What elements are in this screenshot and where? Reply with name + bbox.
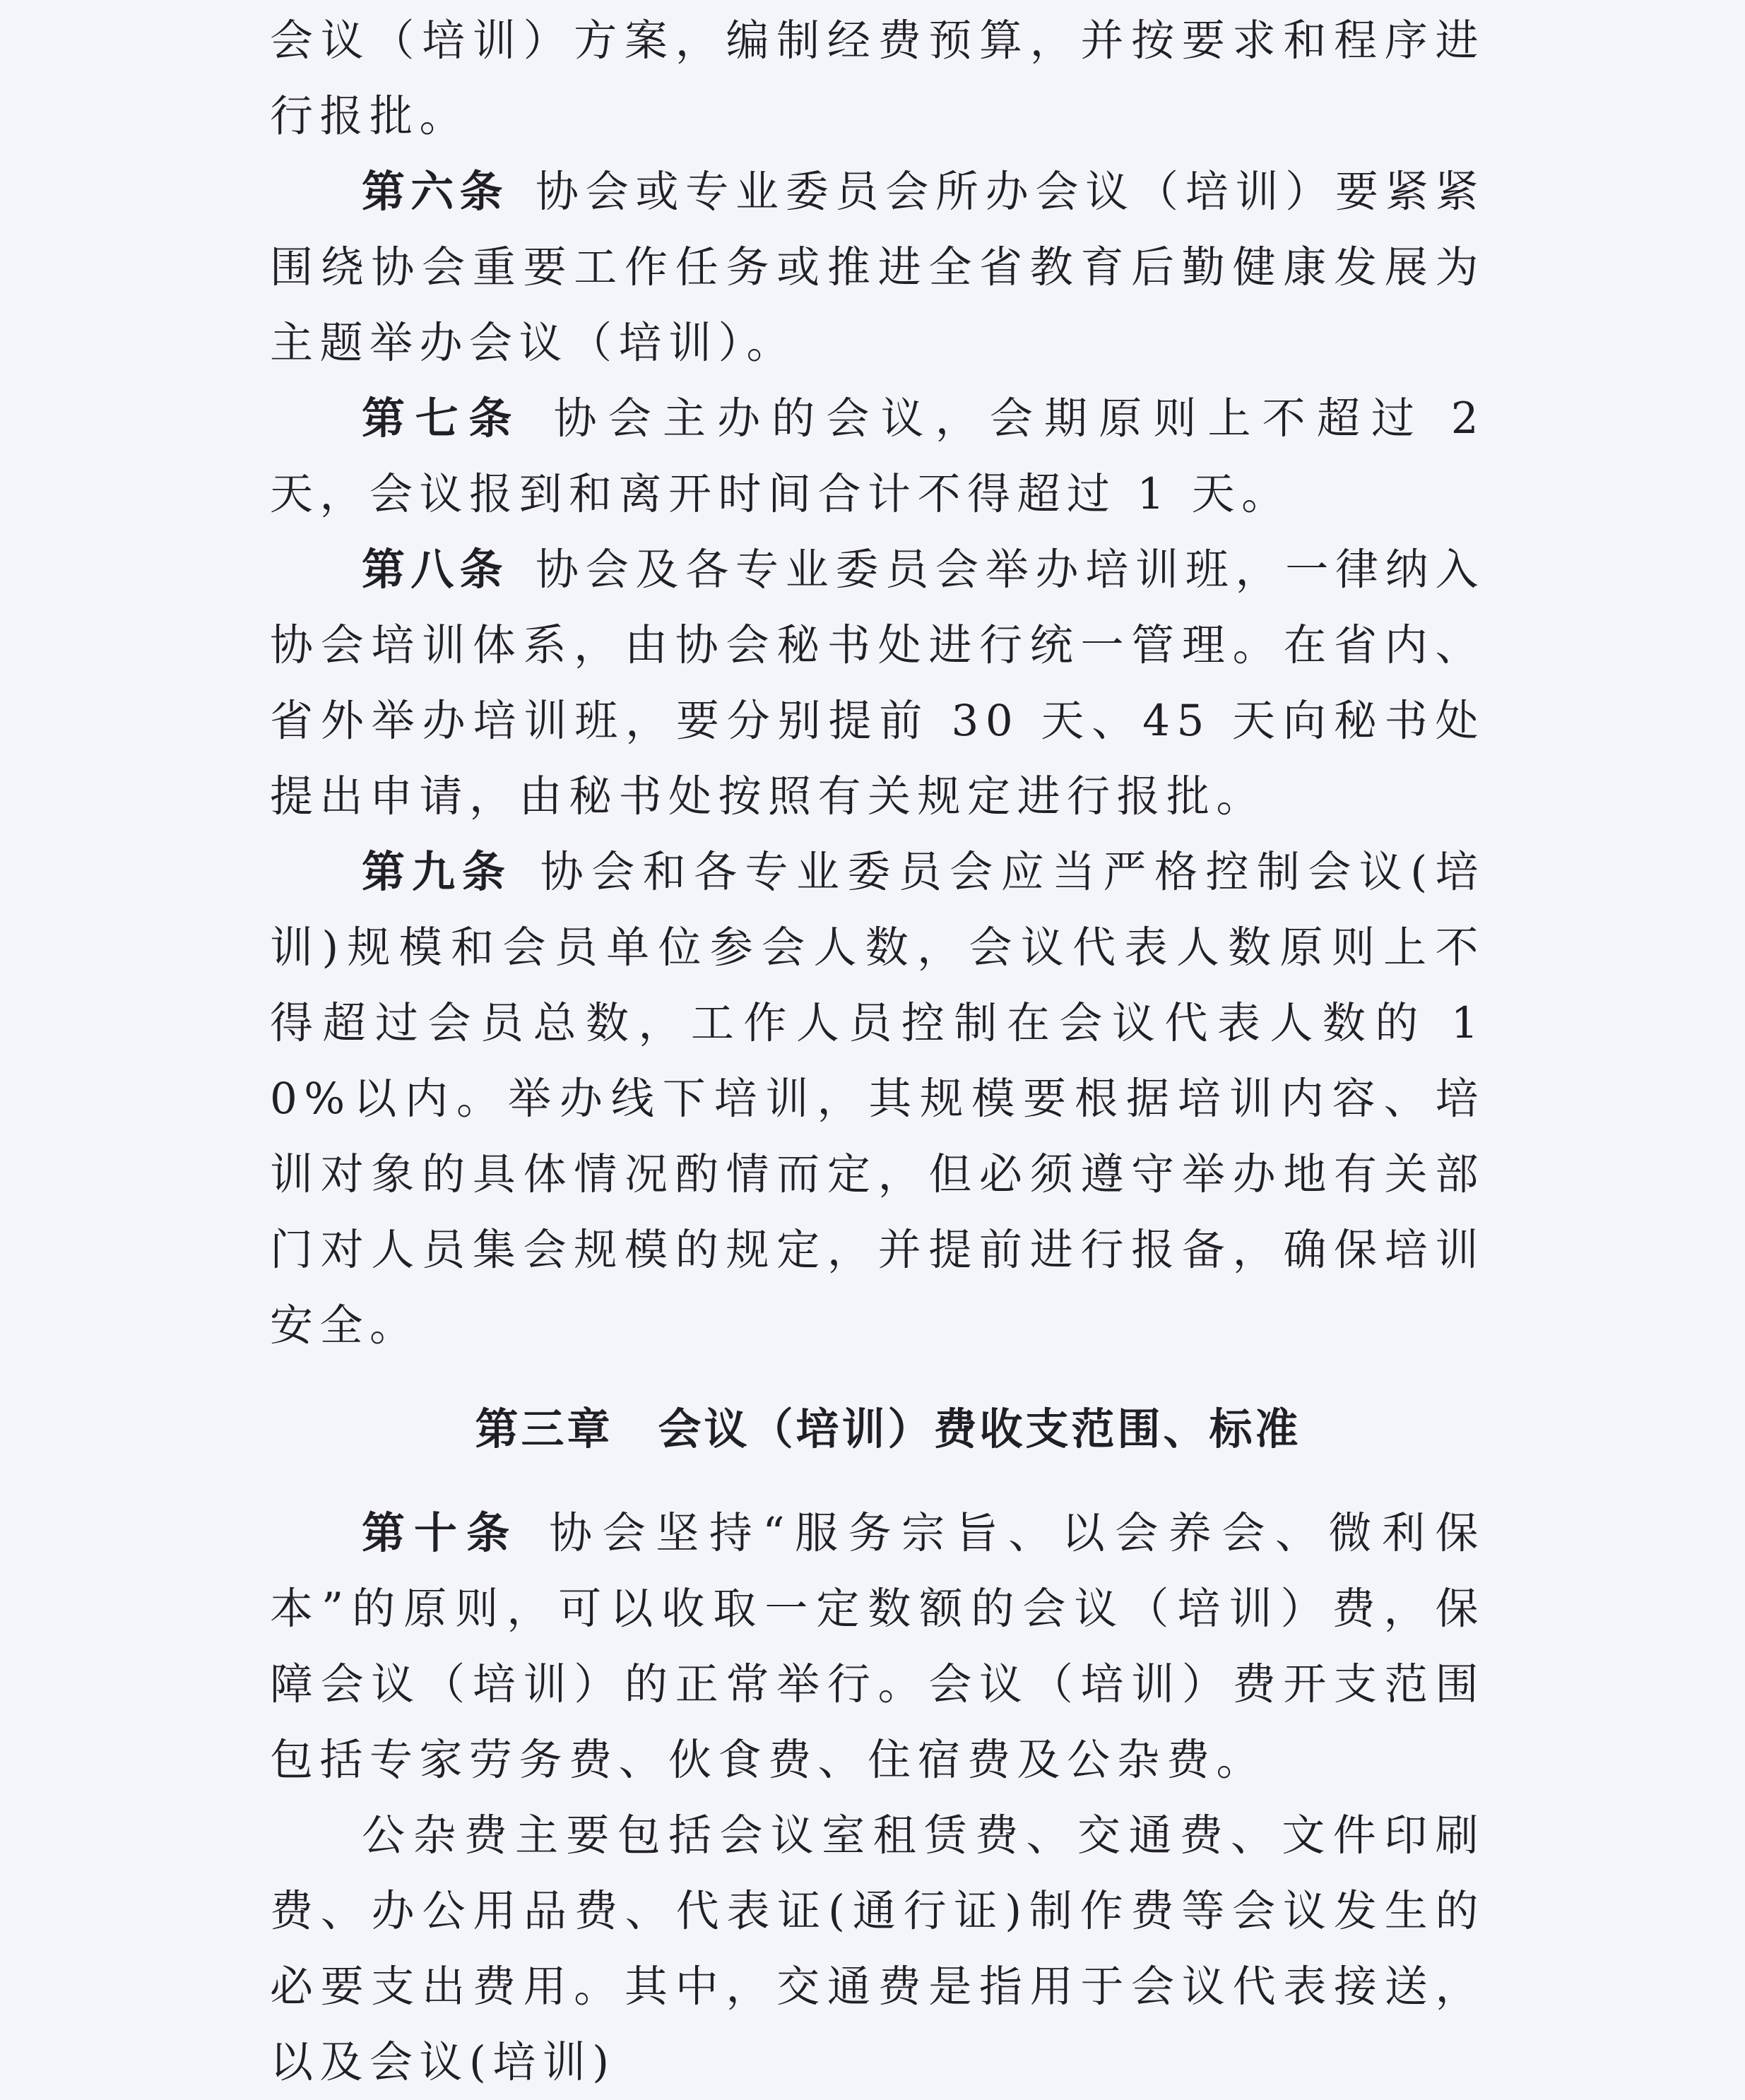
article-8-text: 协会及各专业委员会举办培训班，一律纳入协会培训体系，由协会秘书处进行统一管理。在省内、省外举办培训班，要分别提前 30 天、45 天向秘书处提出申请，由秘书处按照有关规定进行报批。 (270, 545, 1485, 821)
article-9-paragraph (270, 834, 1485, 1363)
misc-expenses-paragraph (270, 1798, 1485, 2100)
document-body (270, 3, 1485, 2100)
chapter-3-title: 会议（培训）费收支范围、标准 (658, 1404, 1301, 1454)
article-6-paragraph (270, 154, 1485, 381)
article-6-label: 第六条 (362, 167, 509, 217)
article-10-paragraph (270, 1495, 1485, 1798)
continuation-text: 会议（培训）方案，编制经费预算，并按要求和程序进行报批。 (270, 16, 1485, 141)
chapter-3-number: 第三章 (475, 1404, 613, 1454)
article-7-label: 第七条 (362, 393, 522, 444)
article-9-label: 第九条 (362, 847, 512, 897)
chapter-3-heading (270, 1392, 1485, 1467)
article-6-text: 协会或专业委员会所办会议（培训）要紧紧围绕协会重要工作任务或推进全省教育后勤健康发展为主题举办会议（培训）。 (270, 167, 1485, 368)
article-8-paragraph (270, 532, 1485, 834)
article-7-text: 协会主办的会议，会期原则上不超过 2 天，会议报到和离开时间合计不得超过 1 天。 (270, 393, 1485, 519)
continuation-paragraph (270, 3, 1485, 154)
article-10-label: 第十条 (362, 1508, 519, 1558)
misc-expenses-text: 公杂费主要包括会议室租赁费、交通费、文件印刷费、办公用品费、代表证(通行证)制作费等会议发生的必要支出费用。其中，交通费是指用于会议代表接送，以及会议(培训) (270, 1810, 1485, 2087)
article-7-paragraph (270, 381, 1485, 532)
article-10-text: 协会坚持“服务宗旨、以会养会、微利保本”的原则，可以收取一定数额的会议（培训）费，保障会议（培训）的正常举行。会议（培训）费开支范围包括专家劳务费、伙食费、住宿费及公杂费。 (270, 1508, 1485, 1785)
article-8-label: 第八条 (362, 545, 509, 595)
article-9-text: 协会和各专业委员会应当严格控制会议(培训)规模和会员单位参会人数，会议代表人数原则上不得超过会员总数，工作人员控制在会议代表人数的 10%以内。举办线下培训，其规模要根据培训内容、培训对象的具体情况酌情而定，但必须遵守举办地有关部门对人员集会规模的规定，并提前进行报备，确保培训安全。 (270, 847, 1485, 1351)
